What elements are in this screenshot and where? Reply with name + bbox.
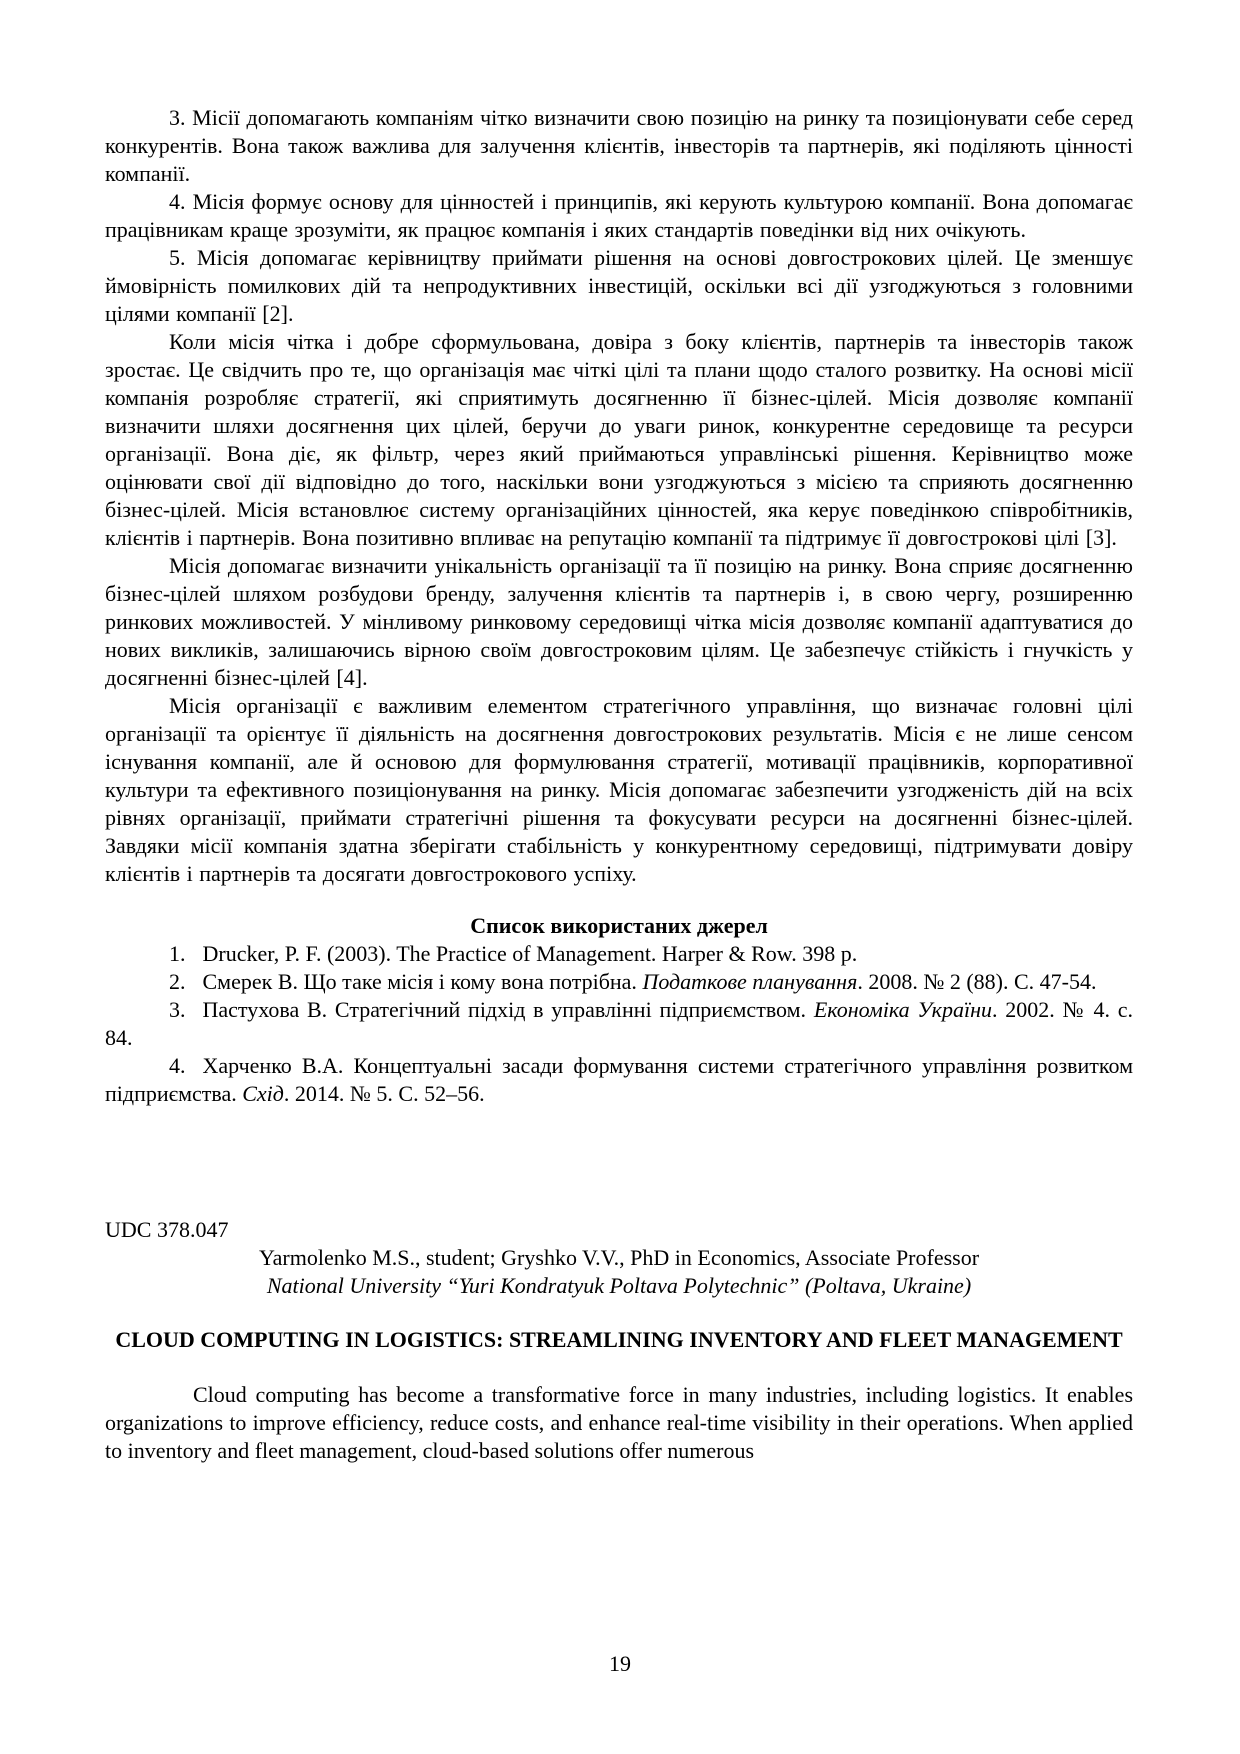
body-paragraph: 5. Місія допомагає керівництву приймати рішення на основі довгострокових цілей. Це зменшує ймовірність помилкових дій та непродуктивних інвестицій, оскільки всі дії узгоджуються з головними цілями компанії [2]. [105, 245, 1133, 326]
body-paragraph: Місія допомагає визначити унікальність організації та її позицію на ринку. Вона сприяє досягненню бізнес-цілей шляхом розбудови бренду, залучення клієнтів та партнерів і, в свою чергу, розширенню ринкових можливостей. У мінливому ринковому середовищі чітка місія дозволяє компанії адаптуватися до нових викликів, залишаючись вірною своїм довгостроковим цілям. Це забезпечує стійкість і гнучкість у досягненні бізнес-цілей [4]. [105, 553, 1133, 690]
affiliation-line: National University “Yuri Kondratyuk Poltava Polytechnic” (Poltava, Ukraine) [266, 1273, 972, 1298]
udc-number: UDC 378.047 [105, 1217, 229, 1242]
reference-source-italic: Схід [242, 1081, 284, 1106]
reference-source-italic: Економіка України [813, 997, 992, 1022]
body-paragraph: Коли місія чітка і добре сформульована, довіра з боку клієнтів, партнерів та інвесторів також зростає. Це свідчить про те, що організація має чіткі цілі та плани щодо сталого розвитку. На основі місії компанія розробляє стратегії, які сприятимуть досягненню її бізнес-цілей. Місія дозволяє компанії визначити шляхи досягнення цих цілей, беручи до уваги ринок, конкурентне середовище та ресурси організації. Вона діє, як фільтр, через який приймаються управлінські рішення. Керівництво може оцінювати свої дії відповідно до того, наскільки вони узгоджуються з місією та сприяють досягненню бізнес-цілей. Місія встановлює систему організаційних цінностей, яка керує поведінкою співробітників, клієнтів і партнерів. Вона позитивно впливає на репутацію компанії та підтримує її довгострокові цілі [3]. [105, 329, 1133, 550]
reference-text: Харченко В.А. Концептуальні засади формування системи стратегічного управління розвитком підприємства. [105, 1053, 1133, 1106]
reference-number: 2. [169, 969, 186, 994]
reference-source-italic: Податкове планування [642, 969, 858, 994]
reference-text: . 2002. № 4. с. 84. [105, 997, 1133, 1050]
article-first-paragraph: Cloud computing has become a transformative force in many industries, including logistics. It enables organizations to improve efficiency, reduce costs, and enhance real-time visibility in their operations. When applied to inventory and fleet management, cloud-based solutions offer numerous [105, 1382, 1133, 1463]
reference-text: . 2008. № 2 (88). С. 47-54. [857, 969, 1097, 994]
reference-number: 4. [169, 1053, 186, 1078]
authors-line: Yarmolenko M.S., student; Gryshko V.V., PhD in Economics, Associate Professor [258, 1245, 980, 1270]
document-page [105, 104, 1133, 1465]
body-paragraph: 4. Місія формує основу для цінностей і принципів, які керують культурою компанії. Вона допомагає працівникам краще зрозуміти, як працює компанія і яких стандартів поведінки від них очікують. [105, 189, 1133, 242]
article-title: CLOUD COMPUTING IN LOGISTICS: STREAMLINING INVENTORY AND FLEET MANAGEMENT [115, 1327, 1123, 1352]
references-heading: Список використаних джерел [470, 913, 768, 938]
reference-text: Drucker, P. F. (2003). The Practice of Management. Harper & Row. 398 p. [202, 941, 858, 966]
reference-text: Пастухова В. Стратегічний підхід в управлінні підприємством. [202, 997, 814, 1022]
reference-number: 3. [169, 997, 186, 1022]
body-paragraph: Місія організації є важливим елементом стратегічного управління, що визначає головні цілі організації та орієнтує її діяльність на досягнення довгострокових результатів. Місія є не лише сенсом існування компанії, але й основою для формулювання стратегії, мотивації працівників, корпоративної культури та ефективного позиціонування на ринку. Місія допомагає забезпечити узгодженість дій на всіх рівнях організації, приймати стратегічні рішення та фокусувати ресурси на досягненні бізнес-цілей. Завдяки місії компанія здатна зберігати стабільність у конкурентному середовищі, підтримувати довіру клієнтів і партнерів та досягати довгострокового успіху. [105, 693, 1133, 886]
reference-item [105, 996, 1133, 1052]
reference-text: Смерек В. Що таке місія і кому вона потрібна. [202, 969, 643, 994]
reference-item [105, 1052, 1133, 1108]
reference-text: . 2014. № 5. С. 52–56. [283, 1081, 485, 1106]
page-number: 19 [609, 1651, 631, 1676]
reference-number: 1. [169, 941, 186, 966]
reference-item [105, 940, 1133, 968]
references-list [105, 940, 1133, 1108]
body-paragraph: 3. Місії допомагають компаніям чітко визначити свою позицію на ринку та позиціонувати себе серед конкурентів. Вона також важлива для залучення клієнтів, інвесторів та партнерів, які поділяють цінності компанії. [105, 105, 1133, 186]
reference-item [105, 968, 1133, 996]
